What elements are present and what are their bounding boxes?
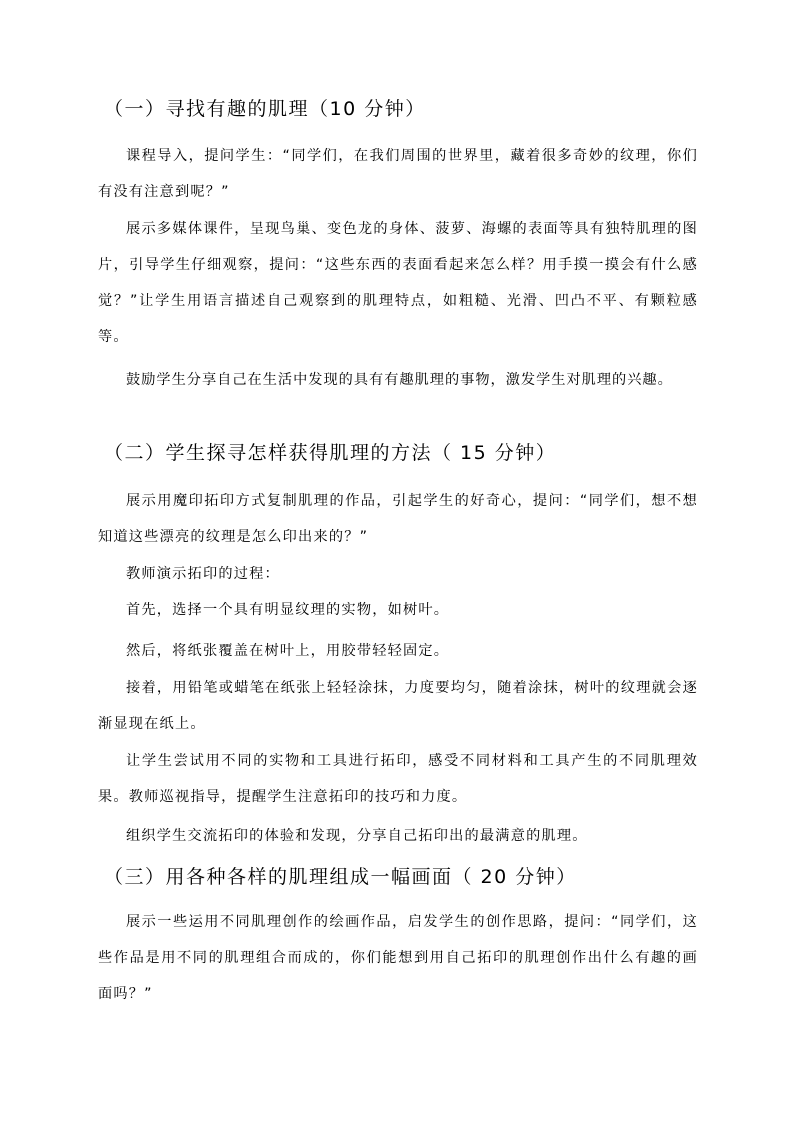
paragraph-1-1: 课程导入，提问学生：“同学们，在我们周围的世界里，藏着很多奇妙的纹理，你们有没有注意到呢？” xyxy=(98,148,698,200)
paragraph-2-1: 展示用魔印拓印方式复制肌理的作品，引起学生的好奇心，提问：“同学们，想不想知道这些漂亮的纹理是怎么印出来的？” xyxy=(98,493,698,545)
paragraph-2-4: 然后，将纸张覆盖在树叶上，用胶带轻轻固定。 xyxy=(126,643,450,659)
paragraph-2-6: 让学生尝试用不同的实物和工具进行拓印，感受不同材料和工具产生的不同肌理效果。教师巡视指导，提醒学生注意拓印的技巧和力度。 xyxy=(98,753,698,805)
section-heading-1: （一）寻找有趣的肌理（10 分钟） xyxy=(104,98,426,120)
paragraph-2-3: 首先，选择一个具有明显纹理的实物，如树叶。 xyxy=(126,602,450,618)
section-heading-2: （二）学生探寻怎样获得肌理的方法（ 15 分钟） xyxy=(104,442,557,464)
paragraph-1-2: 展示多媒体课件，呈现鸟巢、变色龙的身体、菠萝、海螺的表面等具有独特肌理的图片，引导学生仔细观察，提问：“这些东西的表面看起来怎么样？用手摸一摸会有什么感觉？”让学生用语言描述自己观察到的肌理特点，如粗糙、光滑、凹凸不平、有颗粒感等。 xyxy=(98,221,698,345)
paragraph-2-5: 接着，用铅笔或蜡笔在纸张上轻轻涂抹，力度要均匀，随着涂抹，树叶的纹理就会逐渐显现在纸上。 xyxy=(98,680,698,732)
paragraph-1-3: 鼓励学生分享自己在生活中发现的具有有趣肌理的事物，激发学生对肌理的兴趣。 xyxy=(126,372,673,388)
paragraph-2-2: 教师演示拓印的过程： xyxy=(126,566,280,582)
paragraph-2-7: 组织学生交流拓印的体验和发现，分享自己拓印出的最满意的肌理。 xyxy=(126,828,588,844)
section-heading-3: （三）用各种各样的肌理组成一幅画面（ 20 分钟） xyxy=(104,866,577,888)
paragraph-3-1: 展示一些运用不同肌理创作的绘画作品，启发学生的创作思路，提问：“同学们，这些作品是用不同的肌理组合而成的，你们能想到用自己拓印的肌理创作出什么有趣的画面吗？” xyxy=(98,914,698,1002)
